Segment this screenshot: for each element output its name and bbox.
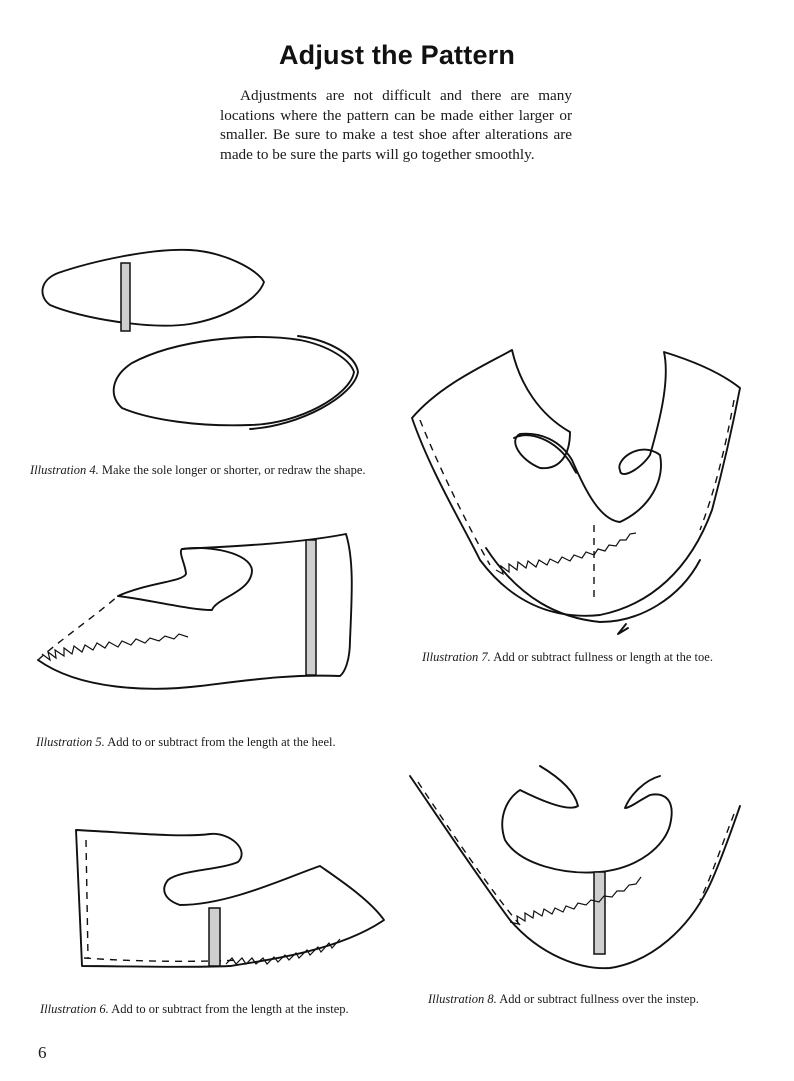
caption-label: Illustration 7. — [422, 650, 491, 664]
caption-text: Add to or subtract from the length at the heel. — [107, 735, 336, 749]
caption-text: Add to or subtract from the length at the instep. — [111, 1002, 349, 1016]
caption-label: Illustration 6. — [40, 1002, 109, 1016]
illustration-7-toe-drawing — [412, 350, 740, 634]
illustration-8-instep-drawing — [410, 766, 740, 968]
caption-illustration-8 — [428, 992, 699, 1007]
illustration-5-heel-drawing — [38, 534, 352, 689]
caption-illustration-5 — [36, 735, 336, 750]
page-title: Adjust the Pattern — [278, 40, 516, 70]
illustration-4-sole-drawing — [42, 250, 358, 429]
caption-illustration-6 — [40, 1002, 349, 1017]
caption-label: Illustration 4. — [30, 463, 99, 477]
caption-text: Add or subtract fullness or length at the toe. — [493, 650, 713, 664]
intro-paragraph: Adjustments are not difficult and there are many locations where the pattern can be made either larger or smaller. Be sure to make a test shoe after alterations are made to be sure the parts will go together smoothly. — [220, 87, 572, 163]
caption-illustration-7 — [422, 650, 713, 665]
page-number: 6 — [38, 1043, 47, 1062]
caption-label: Illustration 8. — [428, 992, 497, 1006]
illustration-6-instep-drawing — [76, 830, 384, 967]
caption-text: Add or subtract fullness over the instep. — [499, 992, 699, 1006]
caption-text: Make the sole longer or shorter, or redraw the shape. — [101, 463, 366, 477]
caption-label: Illustration 5. — [36, 735, 105, 749]
caption-illustration-4 — [30, 463, 366, 478]
